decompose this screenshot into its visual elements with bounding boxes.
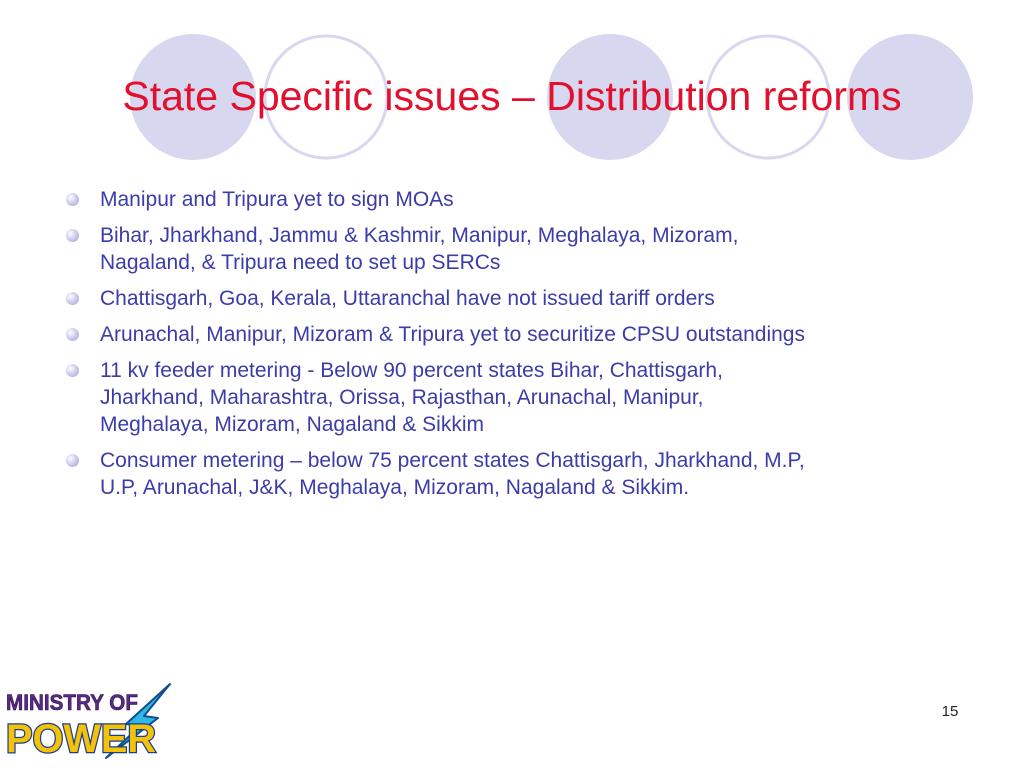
bullet-dot-icon	[66, 364, 79, 377]
bullet-dot-icon	[66, 193, 79, 206]
bullet-text: Chattisgarh, Goa, Kerala, Uttaranchal have not issued tariff orders	[100, 287, 715, 310]
bullet-item	[66, 321, 806, 348]
bullet-dot-icon	[66, 454, 79, 467]
bullet-text: Arunachal, Manipur, Mizoram & Tripura yet to securitize CPSU outstandings	[100, 323, 805, 346]
bullet-dot-icon	[66, 229, 79, 242]
bullet-item	[66, 222, 806, 276]
bullet-item	[66, 186, 806, 213]
bullet-dot-icon	[66, 328, 79, 341]
bullet-list	[66, 186, 806, 510]
bullet-item	[66, 285, 806, 312]
slide-title: State Specific issues – Distribution reforms	[122, 73, 902, 119]
bullet-text: 11 kv feeder metering - Below 90 percent states Bihar, Chattisgarh, Jharkhand, Maharashtra, Orissa, Rajasthan, Arunachal, Manipur, Meghalaya, Mizoram, Nagaland & Sikkim	[100, 359, 723, 436]
logo-line1: MINISTRY OF	[6, 690, 138, 715]
bullet-dot-icon	[66, 292, 79, 305]
page-number: 15	[941, 703, 959, 720]
ministry-of-power-logo	[2, 680, 174, 760]
bullet-text: Manipur and Tripura yet to sign MOAs	[100, 188, 454, 211]
logo-line2: POWER	[6, 717, 157, 760]
bullet-item	[66, 357, 806, 438]
bullet-item	[66, 447, 806, 501]
bullet-text: Consumer metering – below 75 percent states Chattisgarh, Jharkhand, M.P, U.P, Arunachal, J&K, Meghalaya, Mizoram, Nagaland & Sikkim.	[100, 449, 805, 499]
bullet-text: Bihar, Jharkhand, Jammu & Kashmir, Manipur, Meghalaya, Mizoram, Nagaland, & Tripura need to set up SERCs	[100, 224, 739, 274]
